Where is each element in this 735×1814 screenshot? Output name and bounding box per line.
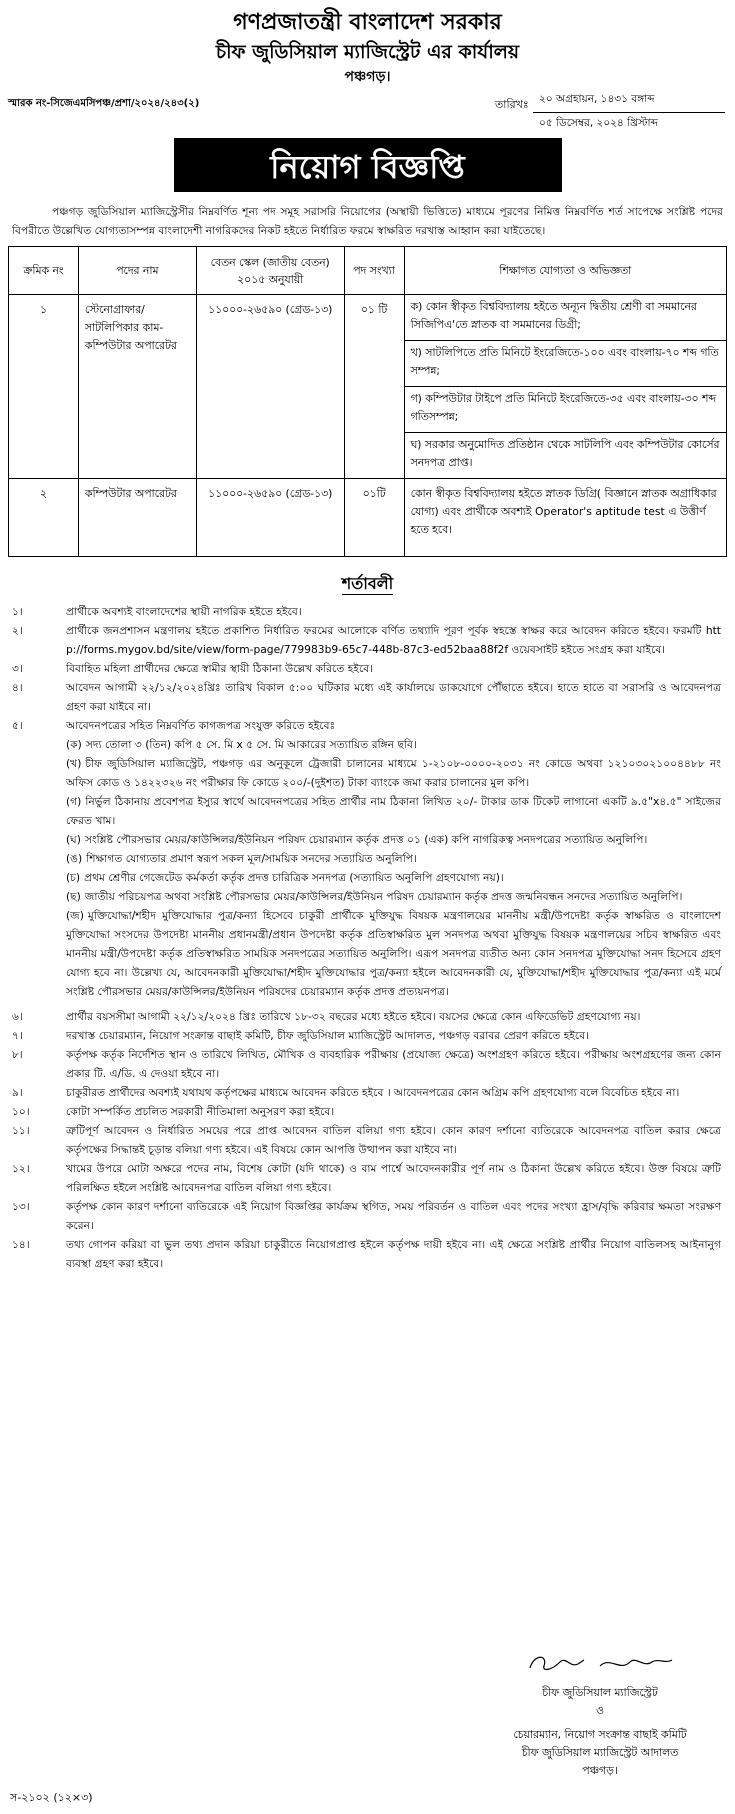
term-item: ৩। বিবাহিত মহিলা প্রার্থীদের ক্ষেত্রে স্বামীর স্থায়ী ঠিকানা উল্লেখ করিতে হইবে।: [12, 662, 374, 675]
date-block: [495, 90, 725, 130]
table-row: [9, 479, 727, 557]
term-item: ১৪। তথ্য গোপন করিয়া বা ভুল তথ্য প্রদান করিয়া চাকুরীতে নিয়োগপ্রাপ্ত হইলে কর্তৃপক্ষ দায়ী হইবে না। এই ক্ষেত্রে সংশ্লিষ্ট প্রার্থীর নিয়োগ বাতিলসহ আইনানুগ ব্যবস্থা গ্রহণ করা হইবে।: [12, 1238, 721, 1270]
term-item: ১৩। কর্তৃপক্ষ কোন কারণ দর্শানো ব্যতিরেকে এই নিয়োগ বিজ্ঞপ্তির কার্যক্রম স্থগিত, সময় পরিবর্তন ও বাতিল এবং পদের সংখ্যা হ্রাস/বৃদ্ধি করিবার ক্ষমতা সংরক্ষণ করেন।: [12, 1200, 721, 1232]
term-item: ১২। খামের উপরে মোটা অক্ষরে পদের নাম, বিশেষ কোটা (যদি থাকে) ও বাম পার্শ্বে আবেদনকারীর পূর্ণ নাম ও ঠিকানা উল্লেখ করিতে হইবে। উক্ত বিষয়ে ত্রুটি পরিলক্ষিত হইলে সংশ্লিষ্ট আবেদনপত্র বাতিল বলিয়া গণ্য হইবে।: [12, 1162, 721, 1194]
term-item: ১। প্রার্থীকে অবশ্যই বাংলাদেশের স্থায়ী নাগরিক হইতে হইবে।: [12, 605, 302, 618]
cell-post: স্টেনোগ্রাফার/ সাটলিপিকার কাম-কম্পিউটার অপারেটর: [78, 295, 196, 479]
term5-subitem: (চ) প্রথম শ্রেণীর গেজেটেড কর্মকর্তা কর্তৃক প্রদত্ত চারিত্রিক সনদপত্র (সত্যায়িত অনুলিপি গ্রহণযোগ্য নয়)।: [66, 871, 504, 884]
cell-scale: ১১০০০-২৬৫৯০ (গ্রেড-১৩): [196, 479, 344, 557]
cell-serial: ১: [9, 295, 79, 479]
cell-qualification: [404, 295, 726, 479]
term-item: ৬। প্রার্থীর বয়সসীমা আগামী ২২/১২/২০২৪ খ্রিঃ তারিখে ১৮-৩২ বছরের মধ্যে হইতে হইবে। বয়সের ক্ষেত্রে কোন এফিডেভিট গ্রহণযোগ্য নয়।: [12, 1010, 641, 1023]
term-item: ২। প্রার্থীকে জনপ্রশাসন মন্ত্রণালয় হইতে প্রকাশিত নির্ধারিত ফরমের আলোকে বর্ণিত তথ্যাদি পূরণ পূর্বক স্বহস্তে স্বাক্ষর করে আবেদন করিতে হইবে। ফরমটি http://forms.mygov.bd/site/view/form-page/779983b9-65c7-448b-87c3-ed52baa88f2f ওয়েবসাইট হইতে সংগ্রহ করা যাইবে।: [12, 624, 721, 656]
cell-count: ০১ টি: [344, 295, 404, 479]
term5-subitem: (জ) মুক্তিযোদ্ধা/শহীদ মুক্তিযোদ্ধার পুত্র/কন্যা হিসেবে চাকুরী প্রার্থীকে মুক্তিযুদ্ধ বিষয়ক মন্ত্রণালয়ের মাননীয় মন্ত্রী/উপদেষ্টা কর্তৃক স্বাক্ষরিত ও বাংলাদেশ মুক্তিযোদ্ধা সংসদের উপদেষ্টা মাননীয় প্রধানমন্ত্রী/প্রধান উপদেষ্টা কর্তৃক প্রতিস্বাক্ষরিত মুল সনদপত্র অথবা মুক্তিযুদ্ধ বিষয়ক মন্ত্রণালয়ের সচিব স্বাক্ষরিত এবং মাননীয় মন্ত্রী/উপদেষ্টা কর্তৃক প্রতিস্বাক্ষরিত সাময়িক সনদপত্রের সত্যায়িত অনুলিপি। এরূপ সনদপত্র ব্যতীত অন্য কোন সনদপত্র মুক্তিযোদ্ধা সনদ হিসেবে গ্রহণ যোগ্য হবে না। উল্লেখ্য যে, আবেদনকারী মুক্তিযোদ্ধা/শহীদ মুক্তিযোদ্ধার পুত্র/কন্যা হইলে আবেদনকারী যে, মুক্তিযোদ্ধা/শহীদ মুক্তিযোদ্ধার পুত্র/কন্যা এই মর্মে সংশ্লিষ্ট পৌরসভার মেয়র/কাউন্সিলর/ইউনিয়ন পরিষদের চেয়ারম্যান কর্তৃক প্রদত্ত প্রত্যয়নপত্র।: [66, 909, 721, 998]
cell-serial: ২: [9, 479, 79, 557]
cell-post: কম্পিউটার অপারেটর: [78, 479, 196, 557]
date-label: তারিখঃ: [495, 98, 529, 111]
term5-subitem: (ছ) জাতীয় পরিচয়পত্র অথবা সংশ্লিষ্ট পৌরসভার মেয়র/কাউন্সিলর/ইউনিয়ন পরিষদ চেয়ারম্যান কর্তৃক প্রদত্ত জন্মনিবন্ধন সনদের সত্যায়িত অনুলিপি।: [66, 890, 683, 903]
notice-title-banner: নিয়োগ বিজ্ঞপ্তি: [174, 138, 562, 192]
terms-list: [8, 602, 727, 1273]
term-item: ৪। আবেদন আগামী ২২/১২/২০২৪খ্রিঃ তারিখ বিকাল ৫:০০ ঘটিকার মধ্যে এই কার্যালয়ে ডাকযোগে পৌঁছাতে হইবে। হাতে হাতে বা সরাসরি ও আবেদনপত্র গ্রহণ করা যাইবে না।: [12, 681, 721, 713]
term5-subitem: (ঘ) সংশ্লিষ্ট পৌরসভার মেয়র/কাউন্সিলর/ইউনিয়ন পরিষদ চেয়ারম্যান কর্তৃক প্রদত্ত ০১ (এক) কপি নাগরিকত্ব সনদপত্রের সত্যায়িত অনুলিপি।: [66, 833, 648, 846]
term5-subitem: (ক) সদ্য তোলা ৩ (তিন) কপি ৫ সে. মি x ৫ সে. মি আকারের সত্যায়িত রঙ্গিন ছবি।: [66, 738, 417, 751]
table-row: [9, 295, 727, 479]
qualification-item: ক) কোন স্বীকৃত বিশ্ববিদ্যালয় হইতে অন্যূন দ্বিতীয় শ্রেণী বা সমমানের সিজিপিএ'তে স্নাতক বা সমমানের ডিগ্রী;: [405, 295, 726, 341]
term-item: ৮। কর্তৃপক্ষ কর্তৃক নির্দেশিত স্থান ও তারিখে লিখিত, মৌখিক ও ব্যবহারিক পরীক্ষায় (প্রযোজ্য ক্ষেত্রে) অংশগ্রহণ করিতে হইবে। পরীক্ষায় অংশগ্রহণের জন্য কোন প্রকার টি. এ/ডি. এ দেওয়া হইবে না।: [12, 1048, 721, 1080]
signature-and: ও: [596, 1704, 604, 1717]
col-count: পদ সংখ্যা: [344, 247, 404, 295]
term5-subitem: (খ) চীফ জুডিসিয়াল ম্যাজিস্ট্রেট, পঞ্চগড় এর অনুকূলে ট্রেজারী চালানের মাধ্যমে ১-২১০৮-০০০০-২০৩১ নং কোডে অথবা ১২১০৩০২১০০৪৪৮৮ নং অফিস কোড ও ১৪২২৩২৬ নং পরীক্ষার ফি কোডে ২০০/-(দুইশত) টাকা ব্যাংকে জমা করার চালানের মুল কপি।: [66, 757, 721, 789]
term-item: ৯। চাকুরীরত প্রার্থীদের অবশ্যই যথাযথ কর্তৃপক্ষের মাধ্যমে আবেদন করিতে হইবে । আবেদনপত্রের কোন অগ্রিম কপি গ্রহণযোগ্য বলে বিবেচিত হইবে না।: [12, 1086, 680, 1099]
signature-block: [470, 1650, 730, 1780]
term5-subitem: (ঙ) শিক্ষাগত যোগ্যতার প্রমাণ স্বরূপ সকল মূল/সাময়িক সনদের সত্যায়িত অনুলিপি।: [66, 852, 417, 865]
government-title: গণপ্রজাতন্ত্রী বাংলাদেশ সরকার: [233, 10, 502, 35]
col-serial: ক্রমিক নং: [9, 247, 79, 295]
place-title: পঞ্চগড়।: [344, 69, 391, 85]
date-bangla: ২০ অগ্রহায়ন, ১৪৩১ বঙ্গাব্দ: [533, 90, 725, 113]
signature-line1: চীফ জুডিসিয়াল ম্যাজিস্ট্রেট: [542, 1686, 658, 1699]
signature-line3: চীফ জুডিসিয়াল ম্যাজিস্ট্রেট আদালত: [521, 1746, 679, 1759]
col-post: পদের নাম: [78, 247, 196, 295]
cell-scale: ১১০০০-২৬৫৯০ (গ্রেড-১৩): [196, 295, 344, 479]
qualification-item: খ) সাটলিপিতে প্রতি মিনিটে ইংরেজিতে-১০০ এবং বাংলায়-৭০ শব্দ গতি সম্পন্ন;: [405, 341, 726, 387]
office-title: চীফ জুডিসিয়াল ম্যাজিস্ট্রেট এর কার্যালয়: [215, 41, 520, 63]
table-header-row: [9, 247, 727, 295]
col-qualification: শিক্ষাগত যোগ্যতা ও অভিজ্ঞতা: [404, 247, 726, 295]
col-scale: বেতন স্কেল (জাতীয় বেতন) ২০১৫ অনুযায়ী: [196, 247, 344, 295]
signature-scrawl: [520, 1650, 680, 1676]
reference-row: [8, 90, 727, 134]
qualification-item: গ) কম্পিউটার টাইপে প্রতি মিনিটে ইংরেজিতে-৩৫ এবং বাংলায়-৩০ শব্দ গতিসম্পন্ন;: [405, 387, 726, 433]
qualification-item: ঘ) সরকার অনুমোদিত প্রতিষ্ঠান থেকে সাটলিপি এবং কম্পিউটার কোর্সের সনদপত্র প্রাপ্ত।: [410, 438, 720, 469]
signature-line2: চেয়ারম্যান, নিয়োগ সংক্রান্ত বাছাই কমিটি: [513, 1728, 687, 1741]
term5-subitem: (গ) নির্ভুল ঠিকানায় প্রবেশপত্র ইস্যুর স্বার্থে আবেদনপত্রের সহিত প্রার্থীর নাম ঠিকানা লিখিত ২০/- টাকার ডাক টিকেট লাগানো একটি ৯.৫"x৪.৫" সাইজের ফেরত খাম।: [66, 795, 721, 827]
intro-paragraph: পঞ্চগড় জুডিসিয়াল ম্যাজিস্ট্রেসীর নিম্নবর্ণিত শূন্য পদ সমূহ সরাসরি নিয়োগের (অস্থায়ী ভিত্তিতে) মাধ্যমে পূরণের নিমিত্ত নিম্নবর্ণিত শর্ত সাপেক্ষে সংশ্লিষ্ট পদের বিপরীতে উল্লেখিত যোগ্যতাসম্পন্ন বাংলাদেশী নাগরিকদের নিকট হইতে নির্ধারিত ফরমে স্বাক্ষরিত দরখাস্ত আহ্বান করা যাইতেছে।: [12, 205, 723, 237]
terms-heading: শর্তাবলী: [341, 574, 394, 593]
cell-qualification: কোন স্বীকৃত বিশ্ববিদ্যালয় হইতে স্নাতক ডিগ্রি( বিজ্ঞানে স্নাতক অগ্রাধিকার যোগ্য) এবং প্রার্থীকে অবশ্যই Operator's aptitude test এ উত্তীর্ণ হতে হবে।: [404, 479, 726, 557]
footer-code: স-২১০২ (১২×৩): [10, 1791, 93, 1804]
term-item: ১০। কোটা সম্পর্কিত প্রচলিত সরকারী নীতিমালা অনুসরণ করা হইবে।: [12, 1105, 335, 1118]
date-english: ০৫ ডিসেম্বর, ২০২৪ খ্রিস্টাব্দ: [539, 117, 658, 129]
term-item: ৭। দরখাস্ত চেয়ারম্যান, নিয়োগ সংক্রান্ত বাছাই কমিটি, চীফ জুডিসিয়াল ম্যাজিস্ট্রেট আদালত, পঞ্চগড় বরাবর প্রেরণ করিতে হইবে।: [12, 1029, 589, 1042]
term-item: ১১। ত্রুটিপূর্ণ আবেদন ও নির্ধারিত সময়ের পরে প্রাপ্ত আবেদন বাতিল বলিয়া গণ্য হইবে। কোন কারণ দর্শানো ব্যতিরেকে আবেদনপত্র বাতিল করার ক্ষেত্রে কর্তৃপক্ষের সিদ্ধান্তই চূড়ান্ত বলিয়া গণ্য হইবে। এই বিষয়ে কোন আপত্তি উত্থাপন করা যাইবে না।: [12, 1124, 721, 1156]
memo-number: স্মারক নং-সিজেএমসিপঞ্চ/প্রশা/২০২৪/২৪৩(২): [8, 98, 200, 109]
signature-line4: পঞ্চগড়।: [582, 1764, 618, 1777]
cell-count: ০১টি: [344, 479, 404, 557]
term-item: ৫। আবেদনপত্রের সহিত নিম্নবর্ণিত কাগজপত্র সংযুক্ত করিতে হইবেঃ: [12, 719, 336, 732]
header: [8, 8, 727, 88]
vacancy-table: [8, 246, 727, 557]
